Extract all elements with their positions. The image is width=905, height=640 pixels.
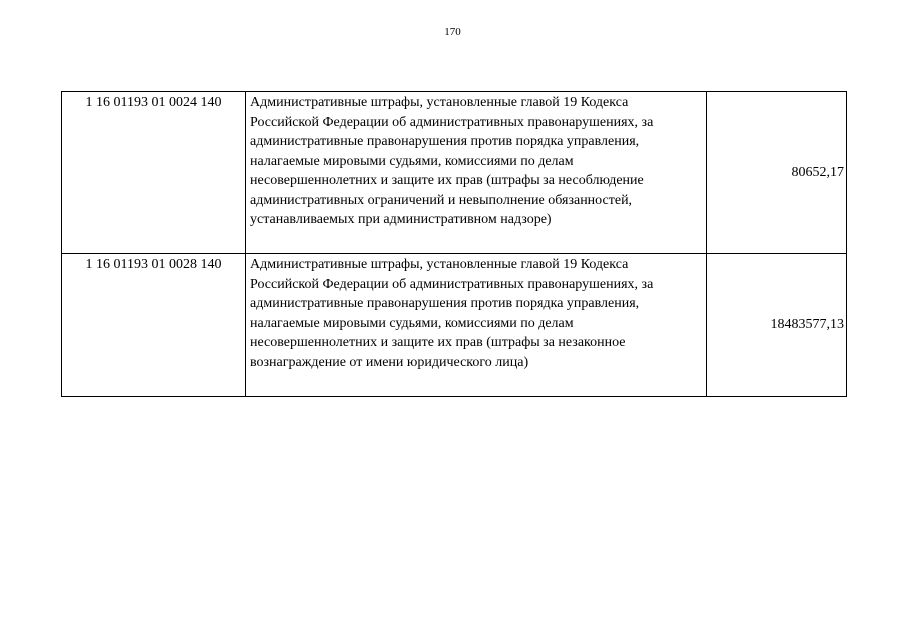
description-line: административных ограничений и невыполнение обязанностей, [250,192,633,208]
budget-classification-code: 1 16 01193 01 0024 140 [62,92,246,254]
table-row [62,92,847,254]
description-line: Российской Федерации об административных правонарушениях, за [250,114,654,130]
description-line: устанавливаемых при административном надзоре) [250,212,552,227]
description-line: административные правонарушения против порядка управления, [250,134,640,149]
description-line: вознаграждение от имени юридического лица) [250,354,529,370]
description-line: Административные штрафы, установленные главой 19 Кодекса [250,95,629,110]
description-line: налагаемые мировыми судьями, комиссиями по делам [250,315,574,331]
table-row [62,254,847,397]
description-line: налагаемые мировыми судьями, комиссиями по делам [250,153,574,169]
revenue-description [246,92,707,254]
description-line: Административные штрафы, установленные главой 19 Кодекса [250,257,629,272]
page-number: 170 [444,26,461,38]
description-line: несовершеннолетних и защите их прав (штрафы за незаконное [250,335,626,350]
revenue-description [246,254,707,397]
budget-revenue-table [61,91,847,397]
amount-value: 18483577,13 [707,254,847,397]
description-line: Российской Федерации об административных правонарушениях, за [250,276,654,292]
budget-classification-code: 1 16 01193 01 0028 140 [62,254,246,397]
description-line: несовершеннолетних и защите их прав (штрафы за несоблюдение [250,173,644,188]
amount-value: 80652,17 [707,92,847,254]
description-line: административные правонарушения против порядка управления, [250,296,640,311]
